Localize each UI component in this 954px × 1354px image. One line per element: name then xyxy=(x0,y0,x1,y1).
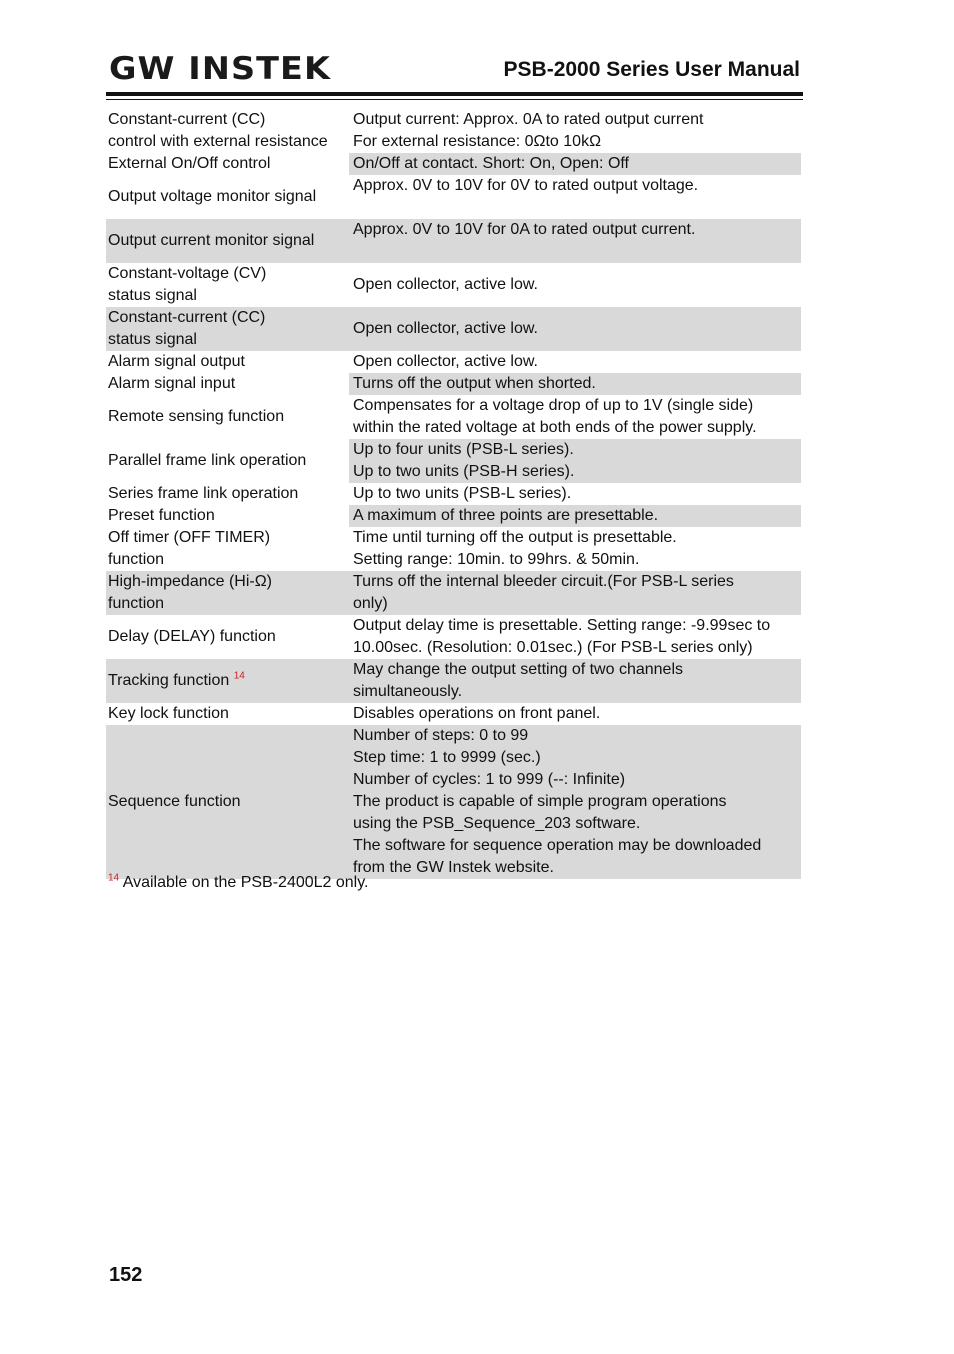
spec-label: Alarm signal output xyxy=(108,353,245,370)
document-title: PSB-2000 Series User Manual xyxy=(503,58,800,81)
table-row xyxy=(106,175,801,219)
table-row xyxy=(106,505,801,527)
spec-value: Open collector, active low. xyxy=(353,276,538,293)
spec-label: Output voltage monitor signal xyxy=(108,188,317,205)
spec-label: External On/Off control xyxy=(108,155,271,172)
spec-value: Open collector, active low. xyxy=(349,307,801,351)
spec-value: On/Off at contact. Short: On, Open: Off xyxy=(349,153,801,175)
spec-label: Key lock function xyxy=(108,705,229,722)
spec-label: Remote sensing function xyxy=(108,408,285,425)
footnote xyxy=(108,872,369,894)
spec-label: Constant-current (CC) status signal xyxy=(106,307,349,351)
spec-value: Approx. 0V to 10V for 0V to rated output voltage. xyxy=(353,177,699,194)
spec-value: Time until turning off the output is presettable. Setting range: 10min. to 99hrs. & 50min. xyxy=(353,529,677,568)
spec-value: Approx. 0V to 10V for 0A to rated output current. xyxy=(349,219,801,263)
spec-value: Turns off the output when shorted. xyxy=(349,373,801,395)
spec-label: Alarm signal input xyxy=(108,375,236,392)
spec-value: Open collector, active low. xyxy=(353,353,538,370)
footnote-marker: 14 xyxy=(108,872,120,884)
spec-value: A maximum of three points are presettable. xyxy=(349,505,801,527)
spec-label: Output current monitor signal xyxy=(106,219,349,263)
table-row xyxy=(106,439,801,483)
table-row xyxy=(106,373,801,395)
table-row xyxy=(106,527,801,571)
spec-label: Series frame link operation xyxy=(108,485,299,502)
table-row xyxy=(106,395,801,439)
table-row xyxy=(106,263,801,307)
table-row xyxy=(106,153,801,175)
spec-value: Turns off the internal bleeder circuit.(For PSB-L series only) xyxy=(349,571,801,615)
spec-value: May change the output setting of two channels simultaneously. xyxy=(349,659,801,703)
spec-label: Constant-current (CC) control with external resistance xyxy=(108,111,328,150)
table-row xyxy=(106,219,801,263)
spec-label: Off timer (OFF TIMER) function xyxy=(108,529,271,568)
spec-label: Sequence function xyxy=(106,725,349,879)
table-row xyxy=(106,571,801,615)
spec-value: Output delay time is presettable. Setting range: -9.99sec to 10.00sec. (Resolution: 0.01sec.) (For PSB-L series only) xyxy=(353,617,771,656)
table-row xyxy=(106,659,801,703)
table-row xyxy=(106,483,801,505)
table-row xyxy=(106,351,801,373)
table-row xyxy=(106,703,801,725)
spec-value: Number of steps: 0 to 99 Step time: 1 to 9999 (sec.) Number of cycles: 1 to 999 (--: Infinite) The product is capable of simple program operations using the PSB_Sequence_203 software. The software for sequence operation may be downloaded from the GW Instek website. xyxy=(349,725,801,879)
page-number: 152 xyxy=(109,1264,143,1286)
header-rule-thick xyxy=(106,92,803,96)
spec-value: Compensates for a voltage drop of up to 1V (single side) within the rated voltage at both ends of the power supply. xyxy=(353,397,757,436)
table-row xyxy=(106,109,801,153)
spec-label: High-impedance (Hi-Ω) function xyxy=(106,571,349,615)
spec-value: Up to two units (PSB-L series). xyxy=(353,485,572,502)
specification-table xyxy=(106,109,801,879)
spec-label: Constant-voltage (CV) status signal xyxy=(108,265,267,304)
gw-instek-logo: GW INSTEK xyxy=(109,51,332,87)
footnote-reference: 14 xyxy=(233,670,245,682)
spec-label: Delay (DELAY) function xyxy=(108,628,276,645)
spec-value: Up to four units (PSB-L series). Up to two units (PSB-H series). xyxy=(349,439,801,483)
spec-label: Parallel frame link operation xyxy=(108,452,307,469)
table-row xyxy=(106,615,801,659)
header-rule-thin xyxy=(106,99,803,100)
footnote-text: Available on the PSB-2400L2 only. xyxy=(122,874,369,891)
table-row xyxy=(106,307,801,351)
spec-label: Preset function xyxy=(108,507,215,524)
spec-label: Tracking function $^{14}$ xyxy=(106,659,349,703)
spec-value: Disables operations on front panel. xyxy=(353,705,601,722)
table-row xyxy=(106,725,801,879)
spec-value: Output current: Approx. 0A to rated output current For external resistance: 0Ωto 10kΩ xyxy=(353,111,704,150)
